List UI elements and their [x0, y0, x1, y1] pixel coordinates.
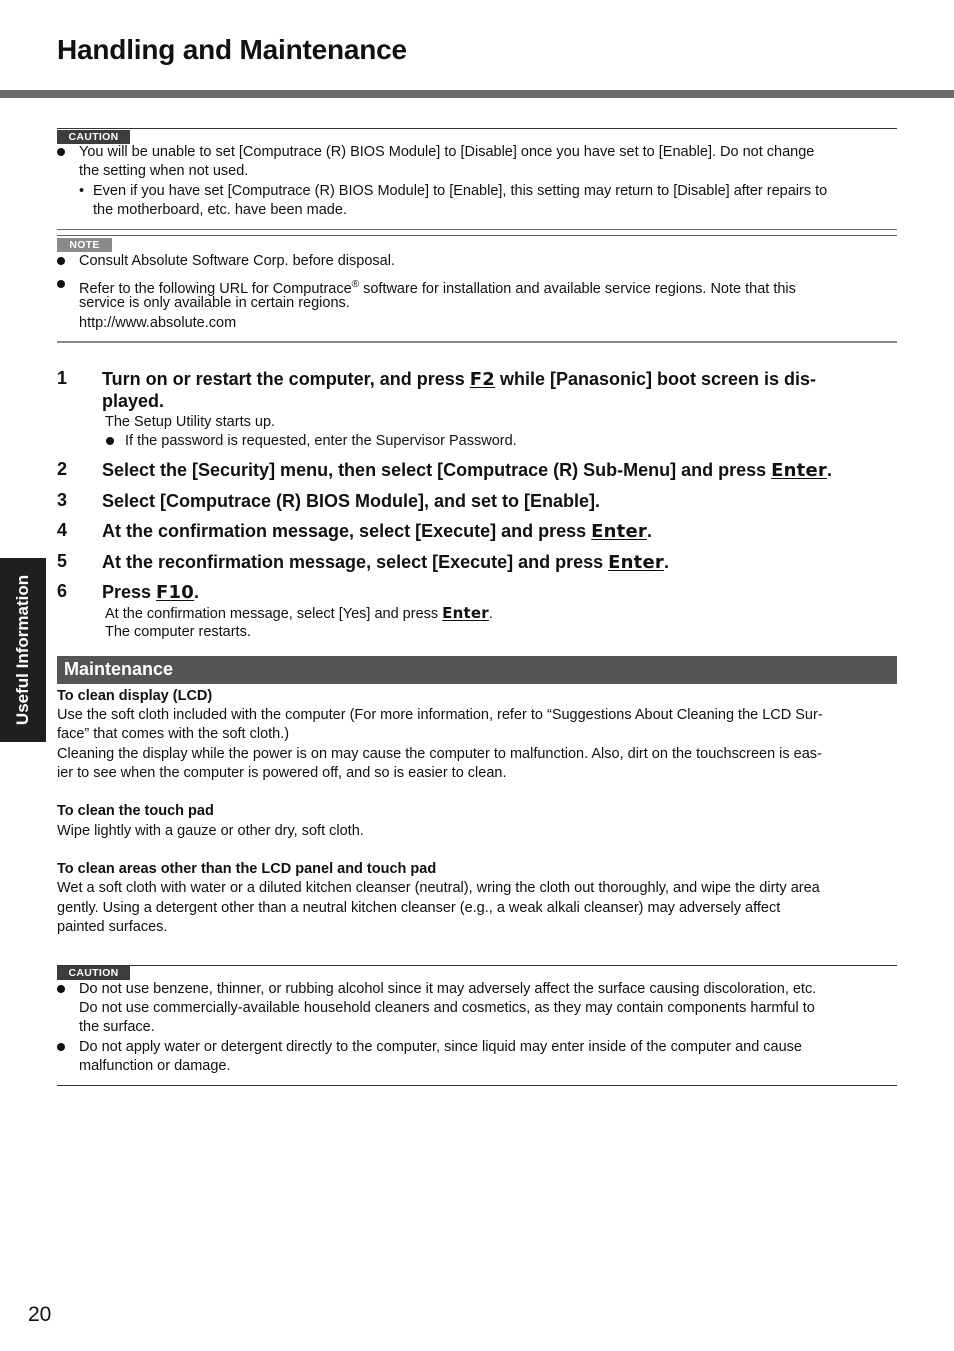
note-rule: [57, 235, 897, 236]
paragraph: gently. Using a detergent other than a neutral kitchen cleanser (e.g., a weak alkali cleanser) may adversely affect: [57, 900, 781, 916]
side-section-tab: [0, 558, 46, 742]
step-number: 4: [57, 520, 68, 540]
paragraph: Wipe lightly with a gauze or other dry, soft cloth.: [57, 823, 364, 839]
bullet-icon: [57, 257, 65, 265]
sub-bullet-marker: •: [79, 183, 85, 199]
step-text: Select [Computrace (R) BIOS Module], and set to [Enable].: [102, 491, 601, 511]
bullet-icon: [57, 148, 65, 156]
caution-text: Do not apply water or detergent directly to the computer, since liquid may enter inside of the computer and cause: [79, 1039, 802, 1055]
step-number: 6: [57, 581, 68, 601]
caution-text: malfunction or damage.: [79, 1058, 231, 1074]
note-text: Consult Absolute Software Corp. before disposal.: [79, 253, 395, 269]
paragraph: Cleaning the display while the power is on may cause the computer to malfunction. Also, dirt on the touchscreen is eas-: [57, 746, 822, 762]
paragraph: face” that comes with the soft cloth.): [57, 726, 290, 742]
header-rule: [0, 90, 954, 98]
note-tag: NOTE: [57, 238, 112, 252]
step-number: 1: [57, 368, 68, 388]
caution-top-rule: [57, 128, 897, 129]
caution-subtext: Even if you have set [Computrace (R) BIOS Module] to [Enable], this setting may return to [Disable] after repairs to: [93, 183, 828, 199]
caution-top-rule: [57, 965, 897, 966]
key-enter: Enter: [442, 604, 489, 622]
step-number: 5: [57, 551, 68, 571]
note-url[interactable]: http://www.absolute.com: [79, 315, 237, 331]
page-title: Handling and Maintenance: [57, 34, 407, 65]
subheading: To clean the touch pad: [57, 803, 214, 819]
maintenance-heading-bar: [57, 656, 897, 684]
bullet-icon: [57, 280, 65, 288]
note-bottom-rule: [57, 341, 897, 343]
bullet-icon: [57, 1043, 65, 1051]
step-text: At the confirmation message, select [Execute] and press Enter.: [102, 521, 652, 542]
key-enter: Enter: [771, 460, 827, 481]
bullet-icon: [106, 437, 114, 445]
caution-subtext: the motherboard, etc. have been made.: [93, 202, 347, 218]
key-f2: F2: [469, 369, 495, 390]
caution-text: Do not use commercially-available household cleaners and cosmetics, as they may contain components harmful to: [79, 1000, 815, 1016]
caution-tag: CAUTION: [57, 130, 130, 144]
caution-text: You will be unable to set [Computrace (R) BIOS Module] to [Disable] once you have set to [Enable]. Do not change: [79, 144, 815, 160]
step-text: Select the [Security] menu, then select [Computrace (R) Sub-Menu] and press Enter.: [102, 460, 832, 481]
step-text: Turn on or restart the computer, and press F2 while [Panasonic] boot screen is dis-: [102, 369, 817, 390]
step-detail: At the confirmation message, select [Yes] and press Enter.: [105, 604, 493, 622]
bullet-icon: [57, 985, 65, 993]
step-text: Press F10.: [102, 582, 200, 603]
step-number: 3: [57, 490, 68, 510]
subheading: To clean areas other than the LCD panel and touch pad: [57, 861, 437, 877]
paragraph: Use the soft cloth included with the computer (For more information, refer to “Suggestions About Cleaning the LCD Sur-: [57, 707, 823, 723]
maintenance-heading: Maintenance: [64, 659, 174, 679]
step-detail: The computer restarts.: [105, 624, 251, 640]
note-text: service is only available in certain regions.: [79, 295, 350, 311]
paragraph: ier to see when the computer is powered off, and so is easier to clean.: [57, 765, 507, 781]
subheading: To clean display (LCD): [57, 688, 213, 704]
caution-text: Do not use benzene, thinner, or rubbing alcohol since it may adversely affect the surface causing discoloration, etc.: [79, 981, 817, 997]
step-text: At the reconfirmation message, select [Execute] and press Enter.: [102, 552, 669, 573]
side-tab-label: Useful Information: [13, 574, 32, 726]
key-enter: Enter: [608, 552, 664, 573]
step-detail: The Setup Utility starts up.: [105, 414, 276, 430]
paragraph: painted surfaces.: [57, 919, 168, 935]
caution-tag: CAUTION: [57, 966, 130, 980]
caution-text: the surface.: [79, 1019, 155, 1035]
key-enter: Enter: [591, 521, 647, 542]
caution-bottom-rule: [57, 1085, 897, 1086]
page-number: 20: [28, 1303, 52, 1326]
step-number: 2: [57, 459, 68, 479]
paragraph: Wet a soft cloth with water or a diluted kitchen cleanser (neutral), wring the cloth out thoroughly, and wipe the dirty area: [57, 880, 820, 896]
note-text: Refer to the following URL for Computrace® software for installation and available service regions. Note that this: [79, 279, 796, 297]
step-text: played.: [102, 391, 165, 411]
note-rule: [57, 229, 897, 230]
caution-text: the setting when not used.: [79, 163, 249, 179]
key-f10: F10: [156, 582, 194, 603]
step-detail: If the password is requested, enter the Supervisor Password.: [125, 433, 517, 449]
